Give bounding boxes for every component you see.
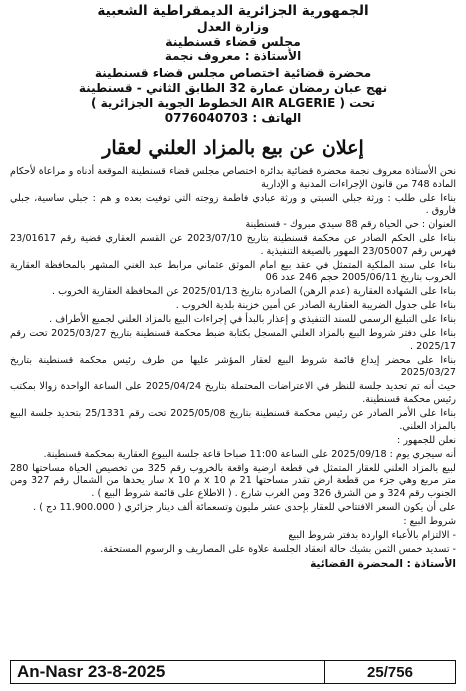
publication-footer <box>10 660 456 684</box>
paragraph: بناءا على محضر إيداع قائمة شروط البيع لعقار المؤشر عليها من طرف رئيس محكمة قسنطينة بتاريخ 2025/03/27 <box>10 354 456 379</box>
paragraph: نحن الأستاذة معروف نجمة محضرة قضائية بدائرة اختصاص مجلس قضاء قسنطينة الموقعة أدناه و مراعاة لأحكام المادة 748 من قانون الإجراءات المدنية و الإدارية <box>10 166 456 190</box>
publication-number: 25/756 <box>367 663 413 681</box>
paragraph: شروط البيع : <box>403 515 456 527</box>
paragraph: حيث أنه تم تحديد جلسة للنظر في الاعتراضات المحتملة بتاريخ 2025/04/24 على الساعة الواحدة زوالا بمكتب رئيس محكمة قسنطينة. <box>10 381 456 405</box>
council-name: مجلس قضاء قسنطينة <box>165 34 301 49</box>
paragraph: بناءا على التبليغ الرسمي للسند التنفيذي و إعذار بالبدأ في إجراءات البيع بالمزاد العلني لجميع الأطراف . <box>49 314 456 326</box>
republic-name: الجمهورية الجزائرية الديمقراطية الشعبية <box>97 3 369 19</box>
document-header <box>10 4 456 64</box>
paragraph: بناءا على الحكم الصادر عن محكمة قسنطينة بتاريخ 2023/07/10 عن القسم العقاري قضية رقم 23/01617 فهرس رقم 23/05007 المهور بالصيغة التنفيذية . <box>10 233 456 257</box>
paragraph: لبيع بالمزاد العلني للعقار المتمثل في قطعة ارضية واقعة بالخروب رقم 325 من تخصيص الحياة مساحتها 280 متر مربع وهي جزء من قطعة ارض تقدر مساحتها 21 م x 10 م x 10 سار يحدها من الشمال رقم 327 ومن الجنوب رقم 324 و من الشرق 326 ومن الغرب شارع . ( الاطلاع على قائمة شروط البيع ) . <box>10 462 457 499</box>
paragraph: بناءا على الشهادة العقارية (عدم الرهن) الصادرة بتاريخ 2025/01/13 عن المحافظة العقارية الخروب . <box>51 286 456 298</box>
paragraph: على أن يكون السعر الافتتاحي للعقار بإحدى عشر مليون وتسعمائة ألف دينار جزائري ( 11.900.000 دج ) . <box>33 501 456 513</box>
ministry-name: وزارة العدل <box>196 19 270 34</box>
paragraph: بناءا على سند الملكية المتمثل في عقد بيع امام الموثق عثماني مرابط عبد الغني المشهر بالمحافظة العقارية الخروب بتاريخ 2005/06/11 حجم 246 عدد 06 <box>10 259 456 284</box>
office-info <box>10 66 456 126</box>
paragraph: بناءا على الأمر الصادر عن رئيس محكمة قسنطينة بتاريخ 2025/05/08 تحت رقم 25/1331 بتحديد جلسة البيع بالمزاد العلني. <box>10 407 457 432</box>
paragraph: بناءا على دفتر شروط البيع بالمزاد العلني المسجل بكتابة ضبط محكمة قسنطينة بتاريخ 2025/03/27 تحت رقم 2025/17 . <box>10 328 456 352</box>
office-line-2: نهج عبان رمضان عمارة 32 الطابق الثاني - قسنطينة <box>78 81 388 95</box>
signature: الأستاذة : المحضرة القضائية <box>310 558 456 571</box>
paragraph: - الالتزام بالأعباء الواردة بدفتر شروط البيع <box>288 529 456 541</box>
paragraph: بناءا على جدول الضريبة العقارية الصادر عن أمين خزينة بلدية الخروب . <box>175 300 456 312</box>
lawyer-name: الأستاذة : معروف نجمة <box>164 49 302 63</box>
paragraph: بناءا على طلب : ورثة جبلي السبتي و ورثة عبادي فاطمة زوجته التي توفيت بعده و هم : جبلي ساسية، جبلي فاروق . <box>10 192 456 217</box>
office-line-1: محضرة قضائية اختصاص مجلس قضاء قسنطينة <box>94 66 372 80</box>
office-line-3: تحت ( AIR ALGERIE الخطوط الجوية الجزائرية ) <box>90 96 376 110</box>
page-title: إعلان عن بيع بالمزاد العلني لعقار <box>102 137 364 159</box>
paragraph: - تسديد خمس الثمن بشيك حالة انعقاد الجلسة علاوة على المصاريف و الرسوم المستحقة. <box>100 543 456 555</box>
publication-name: An-Nasr 23-8-2025 <box>11 661 325 683</box>
paragraph: نعلن للجمهور : <box>397 434 456 446</box>
office-phone: الهاتف : 0776040703 <box>164 111 302 125</box>
paragraph: العنوان : حي الحياة رقم 88 سيدي مبروك - قسنطينة <box>245 219 456 231</box>
paragraph: أنه سيجري يوم : 2025/09/18 على الساعة 11:00 صباحا قاعة جلسة البيوع العقارية بمحكمة قسنطينة. <box>43 448 456 460</box>
announcement-body <box>10 166 456 571</box>
